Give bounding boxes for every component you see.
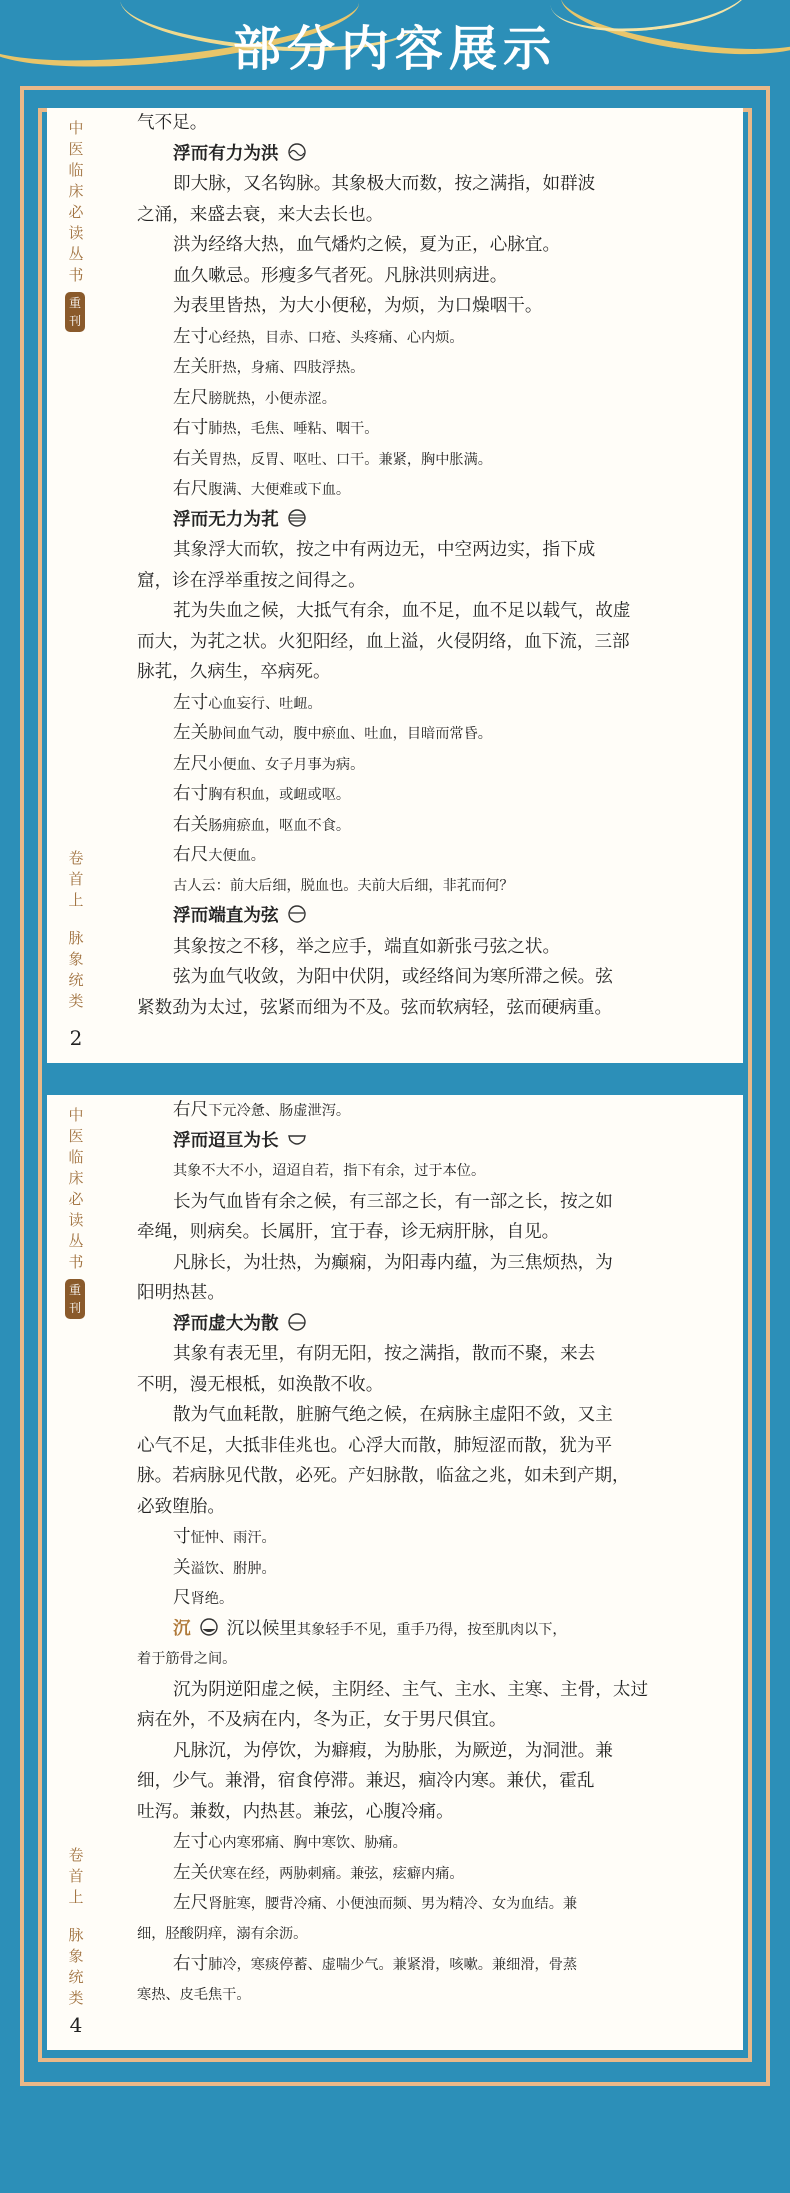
body-line: 气不足。 (137, 113, 208, 133)
body-line: 为表里皆热，为大小便秘，为烦，为口燥咽干。 (173, 296, 543, 316)
book-page-1 (47, 108, 743, 1063)
page-divider (47, 1070, 743, 1092)
note-line: 着于筋骨之间。 (137, 1651, 237, 1667)
pulse-position-line (137, 444, 723, 475)
pulse-position-line (137, 810, 723, 841)
pulse-position-label: 左关 (173, 723, 209, 743)
page-text (137, 108, 723, 1023)
body-line: 芤为失血之候，大抵气有余，血不足，血不足以载气，故虚 (173, 601, 631, 621)
pulse-position-label: 左寸 (173, 692, 209, 713)
pulse-position-label: 左尺 (173, 1893, 209, 1913)
page-number: 2 (69, 1026, 83, 1050)
pulse-position-text: 大便血。 (208, 848, 265, 864)
pulse-position-line (137, 1553, 723, 1584)
pulse-heading-text: 浮而迢亘为长 (173, 1130, 279, 1151)
body-line: 洪为经络大热，血气燔灼之候，夏为正，心脉宜。 (173, 235, 561, 255)
pulse-position-line (137, 1583, 723, 1614)
note-line: 细，胫酸阴痒，溺有余沥。 (137, 1925, 308, 1942)
pulse-position-label: 右尺 (173, 479, 209, 499)
body-line: 必致堕胎。 (137, 1496, 225, 1517)
pulse-heading-text: 浮而虚大为散 (173, 1313, 279, 1334)
pulse-heading (137, 1126, 723, 1157)
chapter-title: 脉象统类 (68, 929, 84, 1010)
pulse-position-text: 心内寒邪痛、胸中寒饮、胁痛。 (208, 1835, 407, 1851)
pulse-position-label: 右关 (173, 448, 209, 469)
note-text: 其象轻手不见，重手乃得，按至肌肉以下， (297, 1621, 567, 1638)
body-line: 即大脉，又名钩脉。其象极大而数，按之满指，如群波 (173, 174, 596, 194)
pulse-position-label: 右寸 (173, 1954, 209, 1974)
book-page-2 (47, 1095, 743, 2050)
pulse-position-text: 胸有积血，或衄或呕。 (208, 787, 351, 803)
body-line: 脉。若病脉见代散，必死。产妇脉散，临盆之兆，如未到产期， (137, 1466, 630, 1486)
pulse-symbol-kou-icon (287, 508, 307, 528)
body-line: 窟，诊在浮举重按之间得之。 (137, 570, 366, 591)
body-line: 沉为阴逆阳虚之候，主阴经、主气、主水、主寒、主骨，太过 (173, 1679, 649, 1700)
pulse-position-line (137, 474, 723, 505)
body-line: 其象按之不移，举之应手，端直如新张弓弦之状。 (173, 936, 561, 957)
pulse-symbol-hong-icon (287, 142, 307, 162)
pulse-position-line (137, 1858, 723, 1889)
body-line: 之涌，来盛去衰，来大去长也。 (137, 204, 384, 225)
pulse-position-label: 右尺 (173, 845, 209, 865)
pulse-position-text: 下元冷惫、肠虚泄泻。 (208, 1103, 351, 1119)
pulse-position-text: 伏寒在经，两胁刺痛。兼弦，痃癖内痛。 (208, 1865, 464, 1882)
body-line: 阳明热甚。 (137, 1283, 225, 1303)
pulse-position-line (137, 1949, 723, 1980)
pulse-position-line (137, 1888, 723, 1919)
pulse-position-line (137, 322, 723, 353)
pulse-position-text: 心经热，目赤、口疮、头疼痛、心内烦。 (208, 329, 464, 346)
pulse-position-label: 左寸 (173, 1832, 209, 1852)
pulse-position-text: 肾脏寒，腰背冷痛、小便浊而频、男为精冷、女为血结。兼 (208, 1896, 578, 1912)
pulse-position-label: 左尺 (173, 387, 209, 408)
pulse-position-text: 肺冷，寒痰停蓄、虚喘少气。兼紧滑，咳嗽。兼细滑，骨蒸 (208, 1957, 578, 1973)
pulse-position-line (137, 383, 723, 414)
pulse-position-line (137, 718, 723, 749)
series-title: 中医临床必读丛书 (68, 1106, 84, 1271)
body-line: 而大，为芤之状。火犯阳经，血上溢，火侵阴络，血下流，三部 (137, 631, 630, 652)
pulse-heading-text: 浮而无力为芤 (173, 509, 279, 530)
pulse-position-text: 胁间血气动，腹中瘀血、吐血，目暗而常昏。 (208, 726, 492, 742)
pulse-position-line (137, 779, 723, 810)
edition-seal: 重刊 (65, 292, 85, 332)
pulse-position-line (137, 1095, 723, 1126)
pulse-heading (137, 505, 723, 536)
pulse-position-text: 腹满、大便难或下血。 (208, 482, 351, 498)
pulse-heading-text: 浮而端直为弦 (173, 906, 279, 926)
pulse-position-label: 右寸 (173, 418, 209, 438)
pulse-heading (137, 139, 723, 170)
pulse-heading (137, 1309, 723, 1340)
pulse-position-text: 膀胱热，小便赤涩。 (208, 390, 336, 407)
pulse-heading-chen (137, 1614, 723, 1645)
pulse-position-line (137, 352, 723, 383)
pulse-symbol-chen-icon (199, 1617, 219, 1637)
pulse-position-text: 肾绝。 (190, 1591, 234, 1607)
pulse-category-label: 沉 (173, 1617, 191, 1639)
body-line: 心气不足，大抵非佳兆也。心浮大而散，肺短涩而散，犹为平 (137, 1435, 613, 1456)
note-line: 古人云：前大后细，脱血也。夫前大后细，非芤而何？ (173, 877, 514, 894)
series-title: 中医临床必读丛书 (68, 119, 84, 284)
pulse-position-label: 左尺 (173, 753, 209, 774)
body-line: 长为气血皆有余之候，有三部之长，有一部之长，按之如 (173, 1191, 613, 1212)
pulse-position-text: 小便血、女子月事为病。 (208, 756, 365, 773)
body-line: 其象有表无里，有阴无阳，按之满指，散而不聚，来去 (173, 1344, 596, 1364)
pulse-position-text: 怔忡、雨汗。 (190, 1530, 276, 1546)
chapter-title: 脉象统类 (68, 1926, 84, 2007)
body-line: 吐泻。兼数，内热甚。兼弦，心腹冷痛。 (137, 1801, 454, 1822)
pulse-position-line (137, 413, 723, 444)
pulse-position-text: 溢饮、胕肿。 (190, 1560, 276, 1577)
edition-seal: 重刊 (65, 1279, 85, 1319)
body-line: 弦为血气收敛，为阳中伏阴，或经络间为寒所滞之候。弦 (173, 967, 613, 987)
body-line: 牵绳，则病矣。长属肝，宜于春，诊无病肝脉，自见。 (137, 1222, 560, 1242)
banner (0, 0, 790, 92)
pulse-position-label: 左关 (173, 357, 209, 377)
pulse-heading-text: 沉以候里 (226, 1618, 297, 1639)
body-line: 紧数劲为太过，弦紧而细为不及。弦而软病轻，弦而硬病重。 (137, 997, 613, 1018)
pulse-position-line (137, 1522, 723, 1553)
body-line: 凡脉沉，为停饮，为癖瘕，为胁胀，为厥逆，为洞泄。兼 (173, 1740, 613, 1761)
pulse-position-line (137, 1827, 723, 1858)
note-line: 其象不大不小，迢迢自若，指下有余，过于本位。 (173, 1163, 486, 1179)
note-line: 寒热、皮毛焦干。 (137, 1986, 251, 2003)
body-line: 脉芤，久病生，卒病死。 (137, 662, 331, 682)
banner-title: 部分内容展示 (232, 21, 557, 77)
pulse-symbol-xian-icon (287, 904, 307, 924)
body-line: 凡脉长，为壮热，为癫痫，为阳毒内蕴，为三焦烦热，为 (173, 1252, 613, 1273)
pulse-position-label: 左关 (173, 1862, 209, 1883)
pulse-position-label: 右关 (173, 814, 209, 835)
pulse-position-text: 肠痈瘀血，呕血不食。 (208, 817, 351, 834)
body-line: 细，少气。兼滑，宿食停滞。兼迟，痼冷内寒。兼伏，霍乱 (137, 1771, 595, 1791)
pulse-heading (137, 901, 723, 932)
body-line: 散为气血耗散，脏腑气绝之候，在病脉主虚阳不敛，又主 (173, 1405, 613, 1425)
body-line: 不明，漫无根柢，如涣散不收。 (137, 1374, 384, 1395)
body-line: 病在外，不及病在内，冬为正，女于男尺俱宜。 (137, 1710, 507, 1730)
page-sidebar (47, 1095, 105, 2050)
pulse-position-label: 寸 (173, 1527, 191, 1547)
pulse-position-text: 肝热，身痛、四肢浮热。 (208, 360, 365, 376)
pulse-position-text: 肺热，毛焦、唾粘、咽干。 (208, 421, 379, 437)
section-title: 卷首上 (68, 1846, 84, 1906)
body-line: 血久嗽忌。形瘦多气者死。凡脉洪则病进。 (173, 265, 508, 286)
pulse-position-label: 右寸 (173, 784, 209, 804)
page-number: 4 (69, 2013, 83, 2037)
pulse-position-line (137, 840, 723, 871)
page-text (137, 1095, 723, 2010)
pulse-position-label: 尺 (173, 1588, 191, 1608)
pulse-position-line (137, 688, 723, 719)
pulse-symbol-chang-icon (287, 1129, 307, 1149)
section-title: 卷首上 (68, 849, 84, 909)
pulse-position-line (137, 749, 723, 780)
pulse-heading-text: 浮而有力为洪 (173, 143, 279, 164)
pulse-position-text: 心血妄行、吐衄。 (208, 695, 322, 712)
pulse-symbol-san-icon (287, 1312, 307, 1332)
pulse-position-label: 关 (173, 1557, 191, 1578)
pulse-position-label: 左寸 (173, 326, 209, 347)
page-sidebar (47, 108, 105, 1063)
pulse-position-label: 右尺 (173, 1100, 209, 1120)
pulse-position-text: 胃热，反胃、呕吐、口干。兼紧，胸中胀满。 (208, 451, 492, 468)
body-line: 其象浮大而软，按之中有两边无，中空两边实，指下成 (173, 540, 596, 560)
